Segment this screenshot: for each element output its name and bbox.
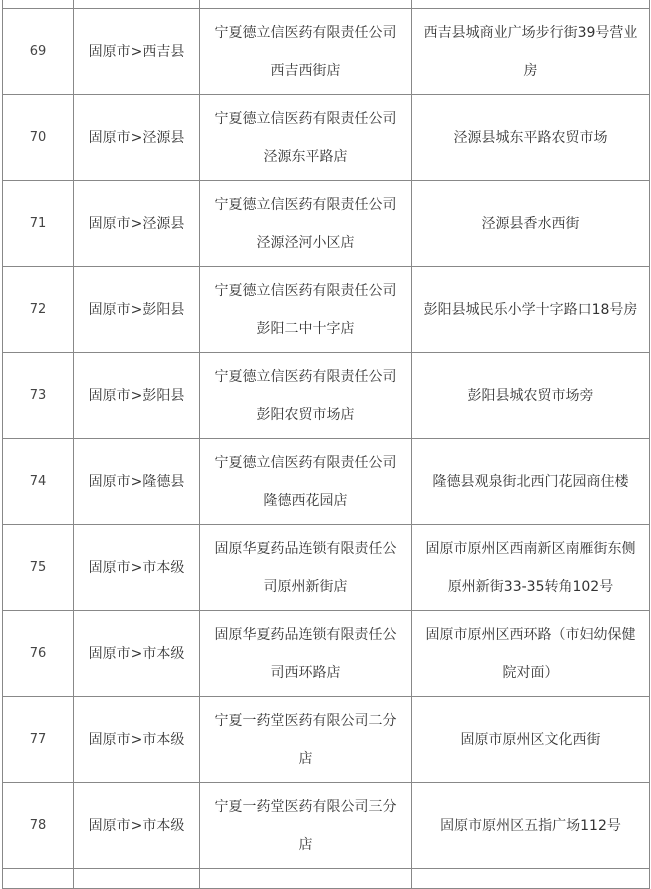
store-name-cell bbox=[200, 525, 412, 611]
store-name-text: 宁夏德立信医药有限责任公司隆德西花园店 bbox=[214, 454, 397, 509]
address-text: 固原市原州区五指广场112号 bbox=[440, 817, 621, 834]
area-text: 固原市>泾源县 bbox=[88, 129, 185, 146]
store-name-cell bbox=[200, 267, 412, 353]
table-cell-empty bbox=[74, 0, 200, 9]
row-number: 73 bbox=[29, 387, 47, 403]
area-cell bbox=[74, 267, 200, 353]
table-row bbox=[3, 697, 650, 783]
store-name-text: 宁夏一药堂医药有限公司二分店 bbox=[214, 712, 397, 767]
row-number: 75 bbox=[29, 559, 47, 575]
address-text: 固原市原州区西南新区南雁街东侧原州新街33-35转角102号 bbox=[425, 540, 636, 595]
store-name-cell bbox=[200, 181, 412, 267]
area-text: 固原市>彭阳县 bbox=[88, 387, 185, 404]
address-text: 彭阳县城农贸市场旁 bbox=[467, 387, 594, 404]
address-text: 彭阳县城民乐小学十字路口18号房 bbox=[423, 301, 638, 318]
store-name-text: 宁夏德立信医药有限责任公司彭阳农贸市场店 bbox=[214, 368, 397, 423]
row-number: 77 bbox=[29, 731, 47, 747]
address-cell bbox=[412, 697, 650, 783]
store-name-text: 宁夏德立信医药有限责任公司泾源泾河小区店 bbox=[214, 196, 397, 251]
table-cell-empty bbox=[200, 0, 412, 9]
address-text: 泾源县城东平路农贸市场 bbox=[453, 129, 608, 146]
row-number: 69 bbox=[29, 43, 47, 59]
table-row bbox=[3, 95, 650, 181]
row-number-cell bbox=[3, 697, 74, 783]
store-name-cell bbox=[200, 611, 412, 697]
area-cell bbox=[74, 9, 200, 95]
area-cell bbox=[74, 95, 200, 181]
store-list-table bbox=[2, 0, 650, 889]
row-number: 72 bbox=[29, 301, 47, 317]
table-row-partial-bottom bbox=[3, 869, 650, 889]
row-number-cell bbox=[3, 525, 74, 611]
address-cell bbox=[412, 611, 650, 697]
table-cell-empty bbox=[412, 0, 650, 9]
area-text: 固原市>市本级 bbox=[88, 731, 185, 748]
store-name-cell bbox=[200, 439, 412, 525]
store-name-cell bbox=[200, 9, 412, 95]
address-text: 固原市原州区文化西街 bbox=[460, 731, 601, 748]
row-number-cell bbox=[3, 9, 74, 95]
store-name-cell bbox=[200, 783, 412, 869]
address-text: 西吉县城商业广场步行街39号营业房 bbox=[423, 24, 638, 79]
table-cell-empty bbox=[412, 869, 650, 889]
store-name-text: 宁夏一药堂医药有限公司三分店 bbox=[214, 798, 397, 853]
address-cell bbox=[412, 181, 650, 267]
table-cell-empty bbox=[200, 869, 412, 889]
area-text: 固原市>隆德县 bbox=[88, 473, 185, 490]
store-name-text: 固原华夏药品连锁有限责任公司原州新街店 bbox=[214, 540, 397, 595]
row-number: 71 bbox=[29, 215, 47, 231]
address-cell bbox=[412, 95, 650, 181]
table-row-partial-top bbox=[3, 0, 650, 9]
table-row bbox=[3, 525, 650, 611]
store-name-cell bbox=[200, 353, 412, 439]
address-text: 固原市原州区西环路（市妇幼保健院对面） bbox=[425, 626, 636, 681]
area-cell bbox=[74, 697, 200, 783]
row-number-cell bbox=[3, 95, 74, 181]
table-row bbox=[3, 267, 650, 353]
table-cell-empty bbox=[3, 869, 74, 889]
store-name-text: 宁夏德立信医药有限责任公司西吉西街店 bbox=[214, 24, 397, 79]
store-name-text: 宁夏德立信医药有限责任公司泾源东平路店 bbox=[214, 110, 397, 165]
table-row bbox=[3, 611, 650, 697]
row-number: 70 bbox=[29, 129, 47, 145]
table-cell-empty bbox=[74, 869, 200, 889]
area-text: 固原市>西吉县 bbox=[88, 43, 185, 60]
area-text: 固原市>市本级 bbox=[88, 645, 185, 662]
store-name-text: 固原华夏药品连锁有限责任公司西环路店 bbox=[214, 626, 397, 681]
table-row bbox=[3, 783, 650, 869]
store-name-cell bbox=[200, 697, 412, 783]
address-cell bbox=[412, 353, 650, 439]
row-number: 76 bbox=[29, 645, 47, 661]
area-text: 固原市>市本级 bbox=[88, 559, 185, 576]
area-cell bbox=[74, 439, 200, 525]
row-number: 78 bbox=[29, 817, 47, 833]
row-number-cell bbox=[3, 783, 74, 869]
row-number-cell bbox=[3, 439, 74, 525]
address-text: 泾源县香水西街 bbox=[481, 215, 580, 232]
table-row bbox=[3, 181, 650, 267]
address-cell bbox=[412, 439, 650, 525]
address-cell bbox=[412, 783, 650, 869]
area-cell bbox=[74, 525, 200, 611]
area-cell bbox=[74, 783, 200, 869]
table-row bbox=[3, 439, 650, 525]
row-number-cell bbox=[3, 181, 74, 267]
area-text: 固原市>彭阳县 bbox=[88, 301, 185, 318]
address-cell bbox=[412, 9, 650, 95]
table-row bbox=[3, 9, 650, 95]
row-number-cell bbox=[3, 353, 74, 439]
area-text: 固原市>市本级 bbox=[88, 817, 185, 834]
store-name-text: 宁夏德立信医药有限责任公司彭阳二中十字店 bbox=[214, 282, 397, 337]
area-text: 固原市>泾源县 bbox=[88, 215, 185, 232]
address-cell bbox=[412, 267, 650, 353]
table-cell-empty bbox=[3, 0, 74, 9]
area-cell bbox=[74, 181, 200, 267]
store-name-cell bbox=[200, 95, 412, 181]
area-cell bbox=[74, 353, 200, 439]
address-text: 隆德县观泉街北西门花园商住楼 bbox=[432, 473, 629, 490]
address-cell bbox=[412, 525, 650, 611]
table-row bbox=[3, 353, 650, 439]
row-number: 74 bbox=[29, 473, 47, 489]
row-number-cell bbox=[3, 611, 74, 697]
row-number-cell bbox=[3, 267, 74, 353]
area-cell bbox=[74, 611, 200, 697]
